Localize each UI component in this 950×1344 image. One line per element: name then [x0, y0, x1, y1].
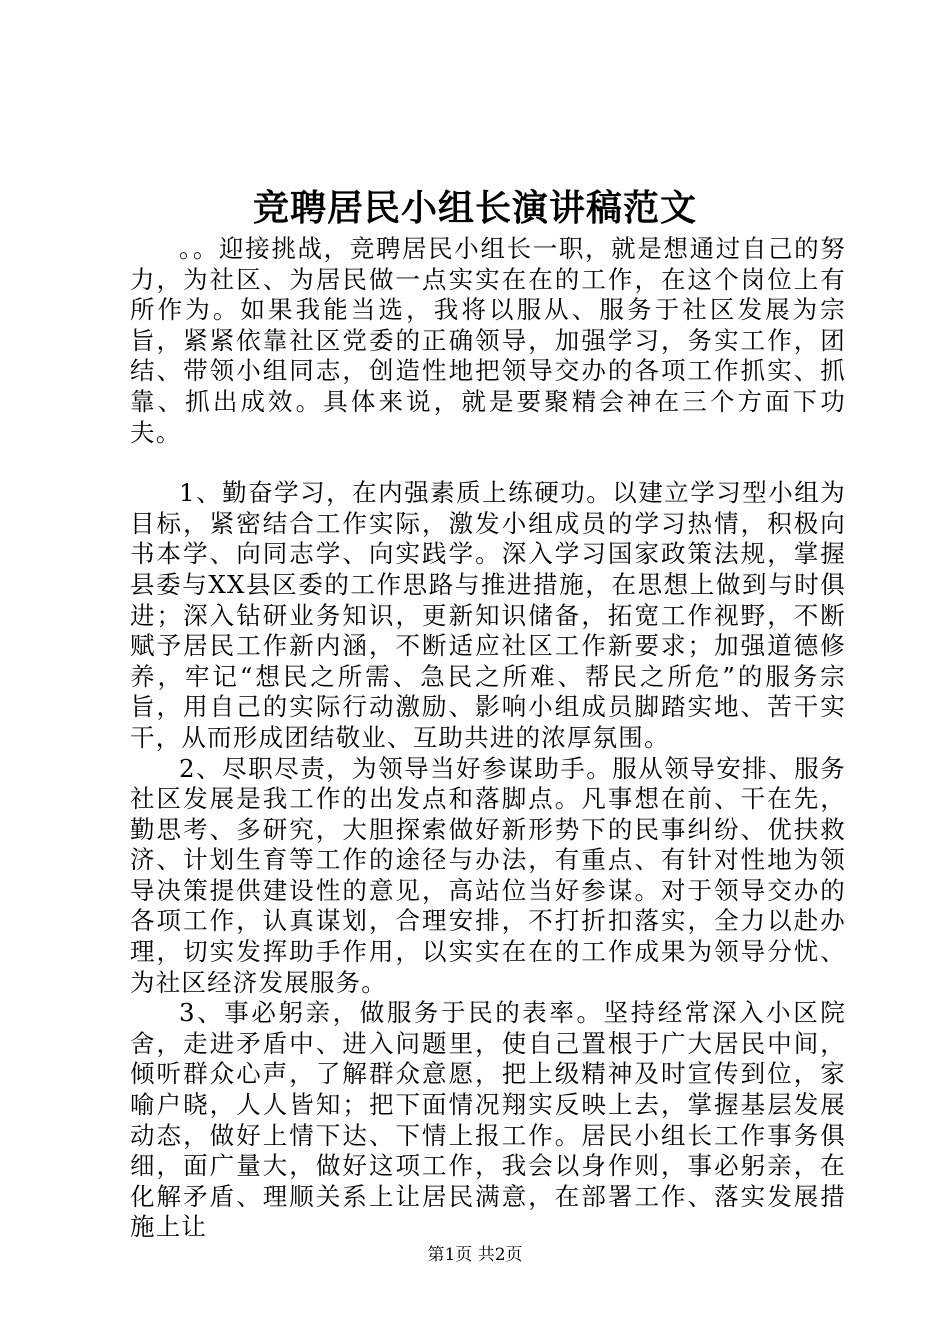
paragraph-spacer [130, 448, 846, 478]
page-number-footer: 第1页 共2页 [427, 1245, 523, 1265]
paragraph-intro: 。。迎接挑战，竞聘居民小组长一职，就是想通过自己的努力，为社区、为居民做一点实实在在的工作，在这个岗位上有所作为。如果我能当选，我将以服从、服务于社区发展为宗旨，紧紧依靠社区党委的正确领导，加强学习，务实工作，团结、带领小组同志，创造性地把领导交办的各项工作抓实、抓靠、抓出成效。具体来说，就是要聚精会神在三个方面下功夫。 [130, 234, 846, 447]
document-title: 竞聘居民小组长演讲稿范文 [252, 187, 697, 229]
document-body [130, 234, 846, 1243]
paragraph-point-1: 1、勤奋学习，在内强素质上练硬功。以建立学习型小组为目标，紧密结合工作实际，激发小组成员的学习热情，积极向书本学、向同志学、向实践学。深入学习国家政策法规，掌握县委与XX县区委的工作思路与推进措施，在思想上做到与时俱进；深入钻研业务知识，更新知识储备，拓宽工作视野，不断赋予居民工作新内涵，不断适应社区工作新要求；加强道德修养，牢记“想民之所需、急民之所难、帮民之所危”的服务宗旨，用自己的实际行动激励、影响小组成员脚踏实地、苦干实干，从而形成团结敬业、互助共进的浓厚氛围。 [130, 478, 846, 752]
paragraph-point-3: 3、事必躬亲，做服务于民的表率。坚持经常深入小区院舍，走进矛盾中、进入问题里，使自己置根于广大居民中间，倾听群众心声，了解群众意愿，把上级精神及时宣传到位，家喻户晓，人人皆知；把下面情况翔实反映上去，掌握基层发展动态，做好上情下达、下情上报工作。居民小组长工作事务俱细，面广量大，做好这项工作，我会以身作则，事必躬亲，在化解矛盾、理顺关系上让居民满意，在部署工作、落实发展措施上让 [130, 998, 846, 1242]
paragraph-point-2: 2、尽职尽责，为领导当好参谋助手。服从领导安排、服务社区发展是我工作的出发点和落脚点。凡事想在前、干在先，勤思考、多研究，大胆探索做好新形势下的民事纠纷、优扶救济、计划生育等工作的途径与办法，有重点、有针对性地为领导决策提供建设性的意见，高站位当好参谋。对于领导交办的各项工作，认真谋划，合理安排，不打折扣落实，全力以赴办理，切实发挥助手作用，以实实在在的工作成果为领导分忧、为社区经济发展服务。 [130, 753, 846, 997]
